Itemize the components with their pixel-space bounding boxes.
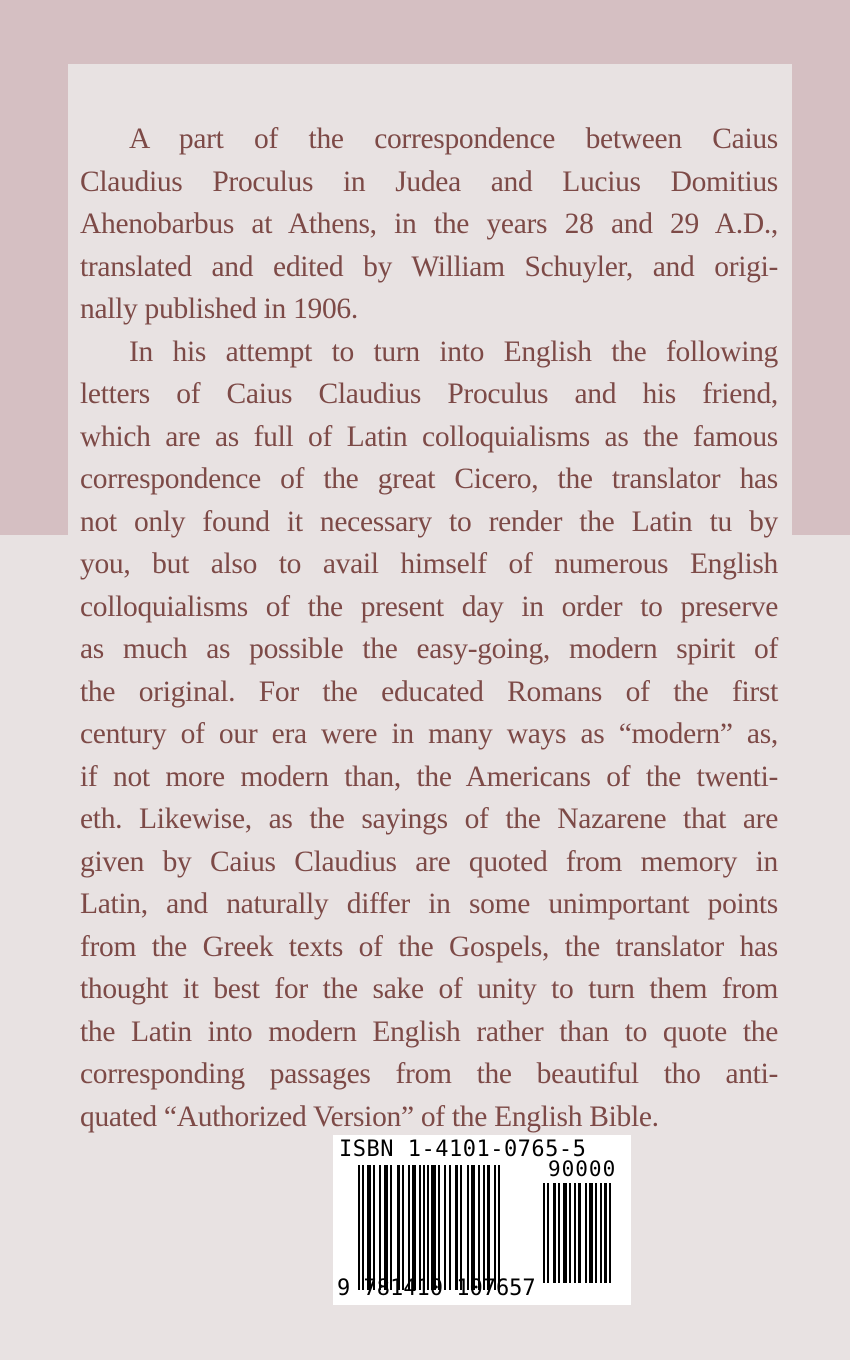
blurb-line: A part of the correspondence between Caius: [129, 123, 778, 155]
blurb-line: the Latin into modern English rather than to quote the: [80, 1015, 778, 1048]
blurb-line: eth. Likewise, as the sayings of the Nazarene that are: [80, 803, 778, 835]
blurb-line: In his attempt to turn into English the following: [129, 335, 778, 368]
blurb-line: you, but also to avail himself of numerous English: [80, 548, 778, 580]
price-code: 90000: [548, 1157, 617, 1181]
blurb-line: if not more modern than, the Americans of the twenti-: [80, 760, 778, 793]
ean-digits: 9 781410 107657: [337, 1276, 536, 1301]
blurb-line: nally published in 1906.: [80, 293, 358, 325]
isbn-barcode: [333, 1135, 631, 1305]
blurb-line: Ahenobarbus at Athens, in the years 28 and 29 A.D.,: [80, 208, 778, 240]
blurb-line: thought it best for the sake of unity to turn them from: [80, 973, 778, 1005]
ean-barcode-bars: [358, 1165, 528, 1290]
blurb-line: the original. For the educated Romans of the first: [80, 675, 778, 708]
blurb-line: translated and edited by William Schuyler, and origi-: [80, 250, 778, 283]
blurb-line: given by Caius Claudius are quoted from memory in: [80, 845, 778, 878]
blurb-line: letters of Caius Claudius Proculus and his friend,: [80, 378, 778, 410]
blurb-line: which are as full of Latin colloquialisms as the famous: [80, 420, 778, 453]
blurb-line: as much as possible the easy-going, modern spirit of: [80, 633, 778, 665]
blurb-line: colloquialisms of the present day in order to preserve: [80, 590, 778, 623]
blurb-line: Latin, and naturally differ in some unimportant points: [80, 888, 778, 920]
back-cover-blurb: [80, 118, 778, 1138]
price-barcode-bars: [543, 1183, 626, 1283]
blurb-line: correspondence of the great Cicero, the translator has: [80, 463, 778, 495]
blurb-line: quated “Authorized Version” of the English Bible.: [80, 1100, 659, 1133]
blurb-line: corresponding passages from the beautiful tho anti-: [80, 1058, 778, 1090]
blurb-line: not only found it necessary to render the Latin tu by: [80, 505, 778, 538]
blurb-line: century of our era were in many ways as “modern” as,: [80, 718, 778, 750]
blurb-line: from the Greek texts of the Gospels, the translator has: [80, 930, 778, 963]
blurb-line: Claudius Proculus in Judea and Lucius Domitius: [80, 165, 778, 198]
isbn-label: ISBN 1-4101-0765-5: [339, 1137, 587, 1162]
